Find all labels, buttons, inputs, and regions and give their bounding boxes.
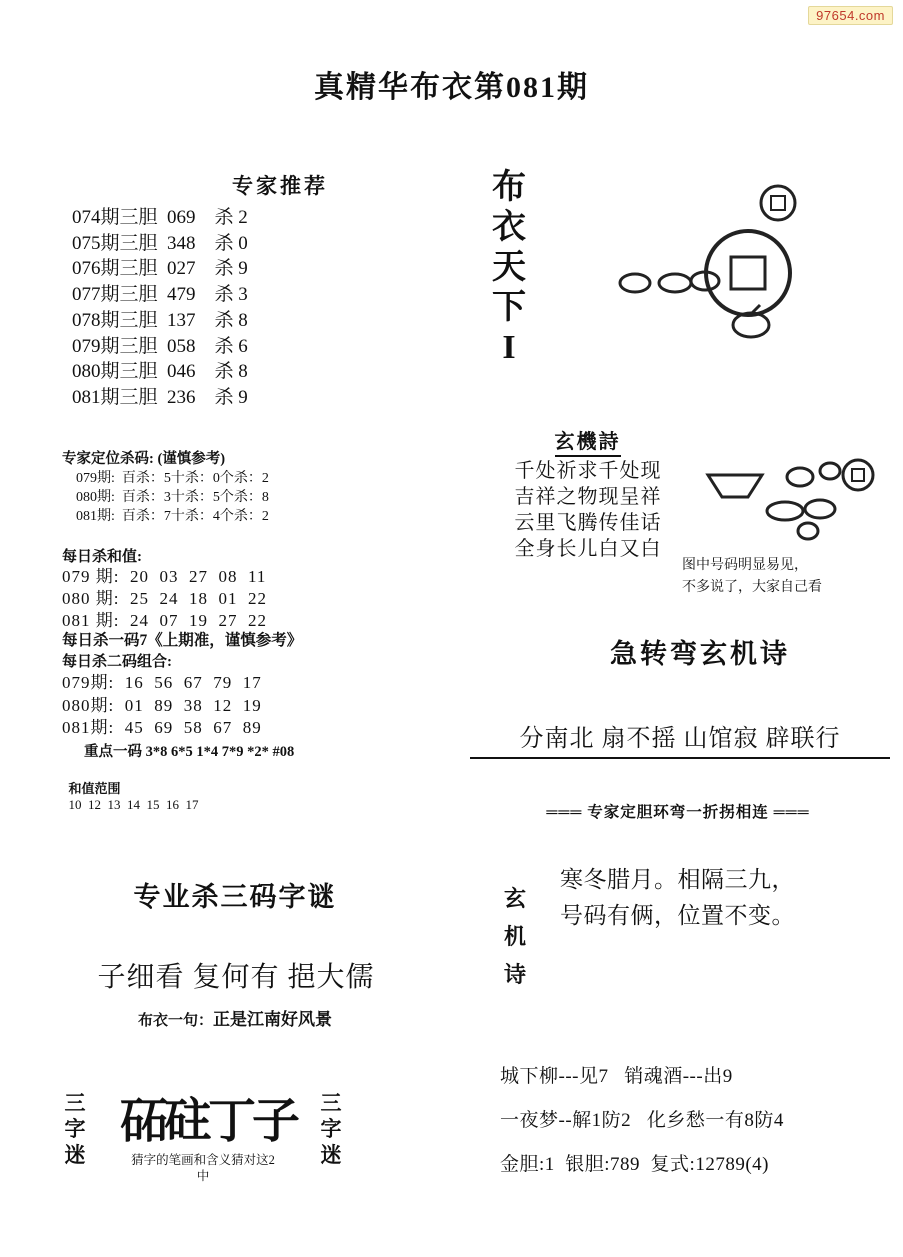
list-item: 号码有俩，位置不变。 <box>560 903 795 928</box>
list-item: 081期: 百杀：7十杀：4个杀：2 <box>76 509 269 524</box>
big-character-riddle: 砳砫丁子 <box>120 1095 297 1148</box>
expert-recommend-heading: 专家推荐 <box>232 174 328 198</box>
list-item: 077期三胆 479 杀 3 <box>72 284 248 306</box>
list-item: 081 期: 24 07 19 27 22 <box>62 611 267 630</box>
two-code-heading: 每日杀二码组合: <box>62 654 172 670</box>
coin-illustration <box>600 175 830 365</box>
list-item: 080期: 百杀：3十杀：5个杀：8 <box>76 490 269 505</box>
xuanji-poem-heading-text: 玄機詩 <box>555 431 621 457</box>
daily-kill-sum-block <box>62 545 382 632</box>
buyi-sentence <box>60 1005 410 1030</box>
bowl-illustration <box>690 455 890 545</box>
turning-point-title: 急转弯玄机诗 <box>610 639 790 669</box>
three-char-riddle-left: 三字迷 <box>64 1091 86 1167</box>
list-item: 081期三胆 236 杀 9 <box>72 386 248 408</box>
list-item: 079期三胆 058 杀 6 <box>72 335 248 357</box>
list-item: 不多说了，大家自己看 <box>682 580 822 595</box>
site-watermark: 97654.com <box>808 6 893 25</box>
list-item: 079 期: 20 03 27 08 11 <box>62 567 267 586</box>
list-item: 吉祥之物现呈祥 <box>514 486 662 508</box>
banner-text: 专家定胆环弯一折拐相连 <box>587 804 769 821</box>
xuanji-poem-heading <box>480 425 695 454</box>
list-item: 一夜梦--解1防2 化乡愁一有8防4 <box>500 1110 784 1131</box>
list-item: 081期: 45 69 58 67 89 <box>62 718 262 737</box>
list-item: 079期: 百杀：5十杀：0个杀：2 <box>76 471 269 486</box>
xuanji-poem <box>478 458 698 562</box>
cold-winter-poem <box>560 862 890 934</box>
guess-note: 猜字的笔画和含义猜对这2中 <box>131 1153 275 1183</box>
daily-kill-one-code: 每日杀一码7《上期准，谨慎参考》 <box>62 632 303 649</box>
list-item: 078期三胆 137 杀 8 <box>72 309 248 331</box>
list-item: 074期三胆 069 杀 2 <box>72 207 248 228</box>
expert-recommend-list <box>72 205 248 411</box>
xuanji-vertical-label: 玄机诗 <box>503 886 526 987</box>
list-item: 全身长儿白又白 <box>514 538 662 560</box>
turning-point-line: 分南北 扇不摇 山馆寂 辟联行 <box>470 718 890 759</box>
riddle-body: 子细看 复何有 挹大儒 <box>97 962 375 993</box>
list-item: 金胆:1 银胆:789 复式:12789(4) <box>500 1154 769 1175</box>
sum-range-label: 和值范围 <box>68 781 121 796</box>
banner-left-rule: ═══ <box>546 804 583 821</box>
list-item: 云里飞腾传佳话 <box>514 512 662 534</box>
daily-kill-sum-heading: 每日杀和值: <box>62 549 142 565</box>
buyi-label: 布衣一句： <box>137 1013 213 1029</box>
buyi-tianxia-title: 布衣天下I <box>492 169 526 366</box>
bottom-prediction-lines <box>500 1055 900 1187</box>
list-item: 城下柳---见7 销魂酒---出9 <box>500 1066 733 1087</box>
focus-single-code: 重点一码 3*8 6*5 1*4 7*9 *2* #08 <box>84 744 295 760</box>
sum-range-line <box>62 762 199 813</box>
list-item: 寒冬腊月。相隔三九， <box>560 867 795 892</box>
picture-note <box>682 555 897 599</box>
list-item: 080 期: 25 24 18 01 22 <box>62 589 267 608</box>
list-item: 079期: 16 56 67 79 17 <box>62 673 262 692</box>
expert-kill-code-block <box>62 450 362 526</box>
daily-kill-two-code-block <box>62 652 392 740</box>
list-item: 图中号码明显易见， <box>682 558 808 573</box>
list-item: 千处祈求千处现 <box>514 460 662 482</box>
page-title: 真精华布衣第081期 <box>314 71 589 104</box>
buyi-text: 正是江南好风景 <box>213 1010 332 1029</box>
list-item: 076期三胆 027 杀 9 <box>72 258 248 280</box>
banner-right-rule: ═══ <box>773 804 810 821</box>
three-char-riddle-right: 三字迷 <box>320 1091 342 1167</box>
list-item: 075期三胆 348 杀 0 <box>72 232 248 254</box>
list-item: 080期: 01 89 38 12 19 <box>62 695 262 715</box>
list-item: 080期三胆 046 杀 8 <box>72 361 248 383</box>
sum-range-values: 10 12 13 14 15 16 17 <box>68 797 199 812</box>
riddle-title: 专业杀三码字谜 <box>133 882 337 912</box>
kill-code-heading: 专家定位杀码: (谨慎参考) <box>62 451 226 467</box>
expert-banner <box>498 800 858 822</box>
